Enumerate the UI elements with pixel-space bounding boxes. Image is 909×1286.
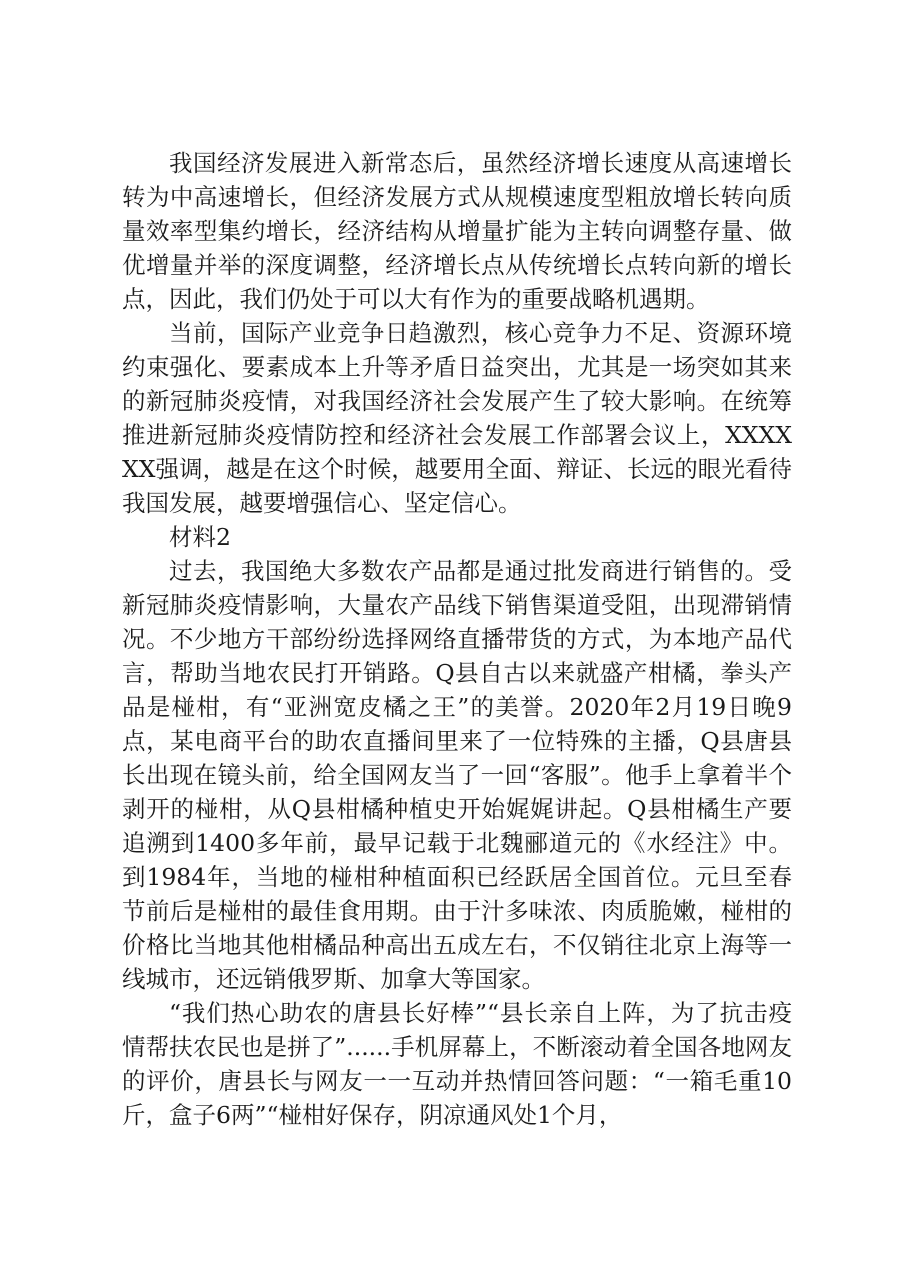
paragraph-international-competition: 当前，国际产业竞争日趋激烈，核心竞争力不足、资源环境约束强化、要素成本上升等矛盾日益突出，尤其是一场突如其来的新冠肺炎疫情，对我国经济社会发展产生了较大影响。在统筹推进新冠肺炎疫情防控和经济社会发展工作部署会议上，XXXXXX强调，越是在这个时候，越要用全面、辩证、长远的眼光看待我国发展，越要增强信心、坚定信心。	[122, 319, 792, 517]
document-body	[122, 146, 792, 1132]
paragraph-netizen-comments: “我们热心助农的唐县长好棒”“县长亲自上阵，为了抗击疫情帮扶农民也是拼了”......手机屏幕上，不断滚动着全国各地网友的评价，唐县长与网友一一互动并热情回答问题：“一箱毛重10斤，盒子6两”“椪柑好保存，阴凉通风处1个月，	[122, 999, 792, 1129]
paragraph-economy-new-normal: 我国经济发展进入新常态后，虽然经济增长速度从高速增长转为中高速增长，但经济发展方式从规模速度型粗放增长转向质量效率型集约增长，经济结构从增量扩能为主转向调整存量、做优增量并举的深度调整，经济增长点从传统增长点转向新的增长点，因此，我们仍处于可以大有作为的重要战略机遇期。	[122, 149, 792, 313]
section-heading-material-2: 材料2	[169, 523, 231, 551]
paragraph-livestream-sales: 过去，我国绝大多数农产品都是通过批发商进行销售的。受新冠肺炎疫情影响，大量农产品线下销售渠道受阻，出现滞销情况。不少地方干部纷纷选择网络直播带货的方式，为本地产品代言，帮助当地农民打开销路。Q县自古以来就盛产柑橘，拳头产品是椪柑，有“亚洲宽皮橘之王”的美誉。2020年2月19日晚9点，某电商平台的助农直播间里来了一位特殊的主播，Q县唐县长出现在镜头前，给全国网友当了一回“客服”。他手上拿着半个剥开的椪柑，从Q县柑橘种植史开始娓娓讲起。Q县柑橘生产要追溯到1400多年前，最早记载于北魏郦道元的《水经注》中。到1984年，当地的椪柑种植面积已经跃居全国首位。元旦至春节前后是椪柑的最佳食用期。由于汁多味浓、肉质脆嫩，椪柑的价格比当地其他柑橘品种高出五成左右，不仅销往北京上海等一线城市，还远销俄罗斯、加拿大等国家。	[122, 557, 792, 993]
